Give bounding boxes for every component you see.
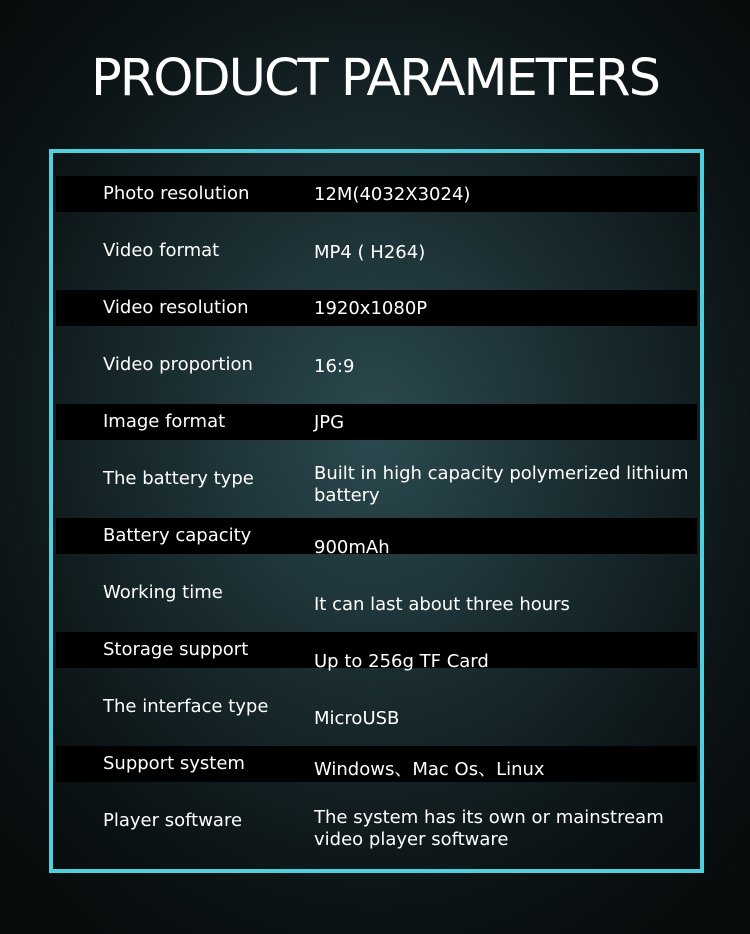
param-value: MicroUSB — [314, 708, 400, 729]
param-row — [56, 176, 697, 233]
param-label: Photo resolution — [103, 183, 250, 204]
param-label: The battery type — [103, 468, 254, 489]
param-value: JPG — [314, 412, 345, 433]
param-label: Battery capacity — [103, 525, 252, 546]
param-row — [56, 404, 697, 461]
param-value: 1920x1080P — [314, 298, 428, 319]
param-label: Support system — [103, 753, 245, 774]
param-value: MP4 ( H264) — [314, 242, 426, 263]
page-title: PRODUCT PARAMETERS — [91, 49, 659, 108]
param-row — [56, 803, 697, 860]
param-label: Storage support — [103, 639, 249, 660]
param-row — [56, 689, 697, 746]
param-row — [56, 746, 697, 803]
param-label: Video resolution — [103, 297, 249, 318]
param-value: 16:9 — [314, 356, 355, 377]
param-value: Up to 256g TF Card — [314, 651, 489, 672]
param-row — [56, 347, 697, 404]
param-label: Player software — [103, 810, 243, 831]
param-value: 12M(4032X3024) — [314, 184, 471, 205]
param-row — [56, 575, 697, 632]
param-value: It can last about three hours — [314, 594, 570, 615]
param-row — [56, 461, 697, 518]
param-row — [56, 233, 697, 290]
param-value: Windows、Mac Os、Linux — [314, 759, 545, 780]
param-label: Image format — [103, 411, 226, 432]
param-value: The system has its own or mainstream video player software — [314, 807, 664, 850]
param-row — [56, 290, 697, 347]
param-label: Working time — [103, 582, 223, 603]
param-label: The interface type — [103, 696, 269, 717]
param-row — [56, 632, 697, 689]
param-label: Video proportion — [103, 354, 253, 375]
param-label: Video format — [103, 240, 220, 261]
param-value: Built in high capacity polymerized lithium battery — [314, 463, 689, 506]
param-value: 900mAh — [314, 537, 390, 558]
param-row — [56, 518, 697, 575]
